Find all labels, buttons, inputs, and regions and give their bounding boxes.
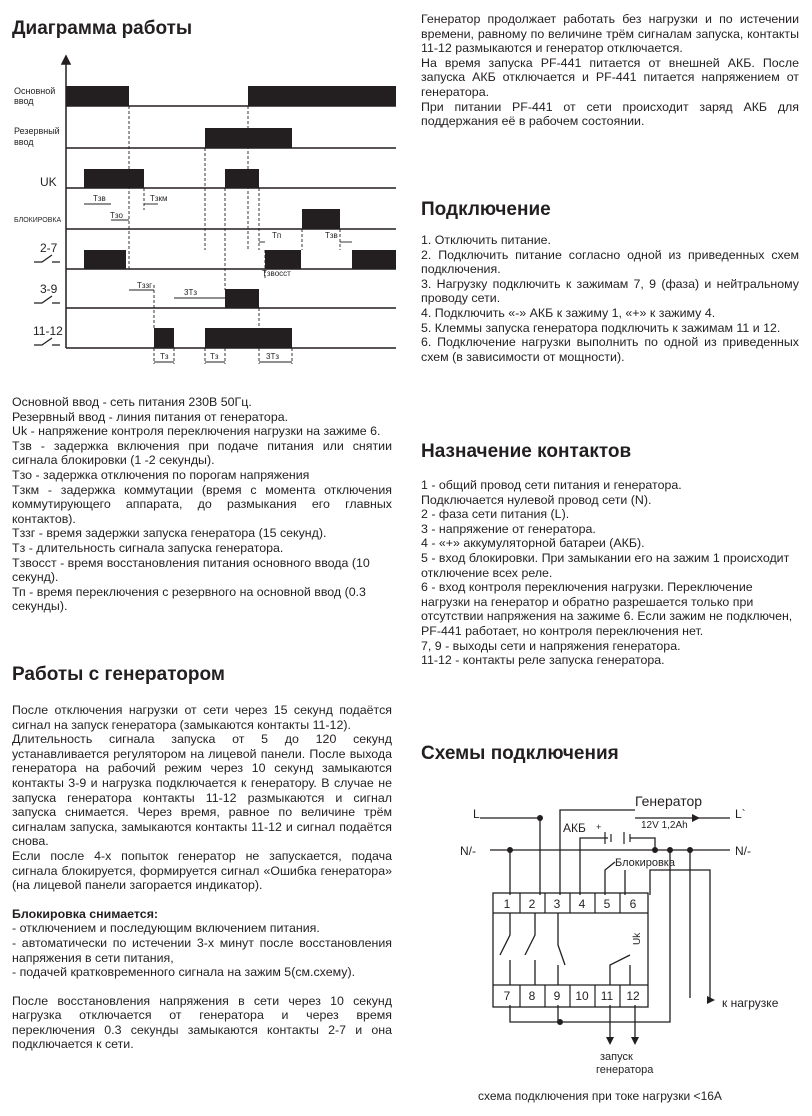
contact-item: 11-12 - контакты реле запуска генератора. <box>421 653 665 668</box>
contact-item: 3 - напряжение от генератора. <box>421 521 596 536</box>
paragraph: Если после 4-х попыток генератор не запускается, подача сигнала блокируется, формируется сигнал «Ошибка генератора» (на лицевой панели загорается индикатор). <box>12 848 392 893</box>
block-title: Блокировка снимается: <box>12 906 159 921</box>
legend-item: Тз - длительность сигнала запуска генератора. <box>12 540 284 555</box>
contact-item: 5 - вход блокировки. При замыкании его на зажим 1 происходит отключение всех реле. <box>421 550 790 580</box>
wiring-scheme <box>410 790 805 1110</box>
step: 3. Нагрузку подключить к зажимам 7, 9 (фаза) и нейтральному проводу сети. <box>421 276 799 306</box>
label-uk: UK <box>40 175 57 189</box>
svg-text:7: 7 <box>503 989 511 1003</box>
legend <box>12 395 392 614</box>
contacts-title: Назначение контактов <box>421 441 632 462</box>
svg-text:запуск: запуск <box>600 1051 633 1063</box>
connection-steps <box>421 233 799 364</box>
paragraph: Генератор продолжает работать без нагрузки и по истечении времени, равному по величине трём сигналам запуска, контакты 11-12 размыкаются и генератор отключается. <box>421 12 799 56</box>
paragraph: При питании PF-441 от сети происходит заряд АКБ для поддержания её в рабочем состоянии. <box>421 99 799 129</box>
svg-text:12V 1,2Ah: 12V 1,2Ah <box>641 820 688 831</box>
label-11-12: 11-12 <box>33 324 63 338</box>
svg-text:Tзвосст: Tзвосст <box>262 269 291 278</box>
paragraph: После отключения нагрузки от сети через 15 секунд подаётся сигнал на запуск генератора (замыкаются контакты 11-12). <box>12 703 392 732</box>
step: 1. Отключить питание. <box>421 233 552 247</box>
contacts-list <box>421 478 799 668</box>
step: 5. Клеммы запуска генератора подключить к зажимам 11 и 12. <box>421 320 781 335</box>
step: 2. Подключить питание согласно одной из приведенных схем подключения. <box>421 247 799 277</box>
schemes-title: Схемы подключения <box>421 743 619 764</box>
svg-text:Tзв: Tзв <box>325 231 338 240</box>
diagram-title: Диаграмма работы <box>12 18 193 39</box>
svg-text:8: 8 <box>528 989 536 1003</box>
contact-item: Подключается нулевой провод сети (N). <box>421 492 652 507</box>
paragraph: Длительность сигнала запуска от 5 до 120 секунд устанавливается регулятором на лицевой панели. После выхода генератора на рабочий режим через 10 секунд замыкаются контакты 3-9 и нагрузка подключается к генератору. В случае не запуска генератора контакты 11-12 размыкаются и сигнал запуска снимается. Через время, равное по величине трём сигналам запуска, замыкаются контакты 11-12 и сигнал подаётся снова. <box>12 732 392 849</box>
paragraph: После восстановления напряжения в сети через 10 секунд нагрузка отключается от генератора и через время переключения 0.3 секунды замыкаются контакты 2-7 и она подключается к сети. <box>12 993 392 1052</box>
legend-item: Основной ввод - сеть питания 230В 50Гц. <box>12 395 252 409</box>
svg-text:+: + <box>596 822 602 832</box>
contact-item: 7, 9 - выходы сети и напряжения генератора. <box>421 638 681 653</box>
svg-text:3Tз: 3Tз <box>266 352 280 361</box>
label-3-9: 3-9 <box>40 282 58 296</box>
svg-text:10: 10 <box>575 989 589 1003</box>
legend-item: Резервный ввод - линия питания от генератора. <box>12 409 289 424</box>
legend-item: Тзвосст - время восстановления питания основного ввода (10 секунд). <box>12 555 370 585</box>
svg-text:N/-: N/- <box>460 844 476 858</box>
svg-text:генератора: генератора <box>596 1064 654 1076</box>
block-item: - автоматически по истечении 3-х минут после восстановления напряжения в сети питания, <box>12 935 392 965</box>
diagram-row-labels <box>14 86 63 338</box>
label-block: БЛОКИРОВКА <box>14 217 62 224</box>
svg-text:Tзо: Tзо <box>110 211 123 220</box>
legend-item: Тп - время переключения с резервного на основной ввод (0.3 секунды). <box>12 584 366 614</box>
svg-text:ввод: ввод <box>14 137 34 147</box>
svg-text:к нагрузке: к нагрузке <box>722 996 779 1010</box>
svg-text:5: 5 <box>603 897 611 911</box>
svg-text:ввод: ввод <box>14 96 34 106</box>
legend-item: Тзкм - задержка коммутации (время с момента отключения коммутирующего аппарата, до размыкания его главных контактов). <box>12 482 392 526</box>
contact-item: 4 - «+» аккумуляторной батареи (АКБ). <box>421 536 645 551</box>
label-2-7: 2-7 <box>40 241 58 255</box>
svg-text:1: 1 <box>503 897 511 911</box>
label-reserve-input: Резервный <box>14 126 60 136</box>
svg-text:Генератор: Генератор <box>635 793 703 809</box>
contact-item: 1 - общий провод сети питания и генератора. <box>421 478 682 492</box>
svg-text:АКБ: АКБ <box>563 821 586 835</box>
contact-item: 2 - фаза сети питания (L). <box>421 507 570 522</box>
svg-text:Tз: Tз <box>160 352 169 361</box>
svg-text:2: 2 <box>528 897 536 911</box>
right-intro <box>421 12 799 129</box>
label-main-input: Основной <box>14 86 56 96</box>
paragraph: На время запуска PF-441 питается от внешней АКБ. После запуска АКБ отключается и PF-441 питается напряжением от генератора. <box>421 55 799 99</box>
legend-item: Тззг - время задержки запуска генератора (15 секунд). <box>12 526 327 541</box>
contact-item: 6 - вход контроля переключения нагрузки. Переключение нагрузки на генератор и обратно разрешается только при отсутствии напряжения на зажиме 6. Если зажим не подключен, PF-441 работает, но контроля переключения нет. <box>421 580 793 638</box>
block-item: - отключением и последующим включением питания. <box>12 921 320 936</box>
generator-text <box>12 703 392 1052</box>
svg-text:Tззг: Tззг <box>137 281 153 290</box>
svg-text:4: 4 <box>578 897 586 911</box>
svg-text:Uk: Uk <box>632 932 643 945</box>
timing-diagram <box>0 50 405 380</box>
svg-text:Tзв: Tзв <box>93 194 106 203</box>
step: 6. Подключение нагрузки выполнить по одной из приведенных схем (в зависимости от мощности). <box>421 335 799 364</box>
svg-text:3Tз: 3Tз <box>184 288 198 297</box>
legend-item: Тзо - задержка отключения по порогам напряжения <box>12 467 310 482</box>
generator-title: Работы с генератором <box>12 664 225 685</box>
connection-title: Подключение <box>421 199 551 220</box>
step: 4. Подключить «-» АКБ к зажиму 1, «+» к зажиму 4. <box>421 305 716 320</box>
legend-item: Тзв - задержка включения при подаче питания или снятии сигнала блокировки (1 -2 секунды). <box>12 438 392 468</box>
svg-text:12: 12 <box>626 989 640 1003</box>
svg-text:N/-: N/- <box>735 844 751 858</box>
svg-text:Tзкм: Tзкм <box>150 194 168 203</box>
svg-text:11: 11 <box>600 989 614 1003</box>
svg-text:L: L <box>473 807 480 821</box>
svg-text:9: 9 <box>553 989 561 1003</box>
svg-text:Блокировка: Блокировка <box>615 857 675 869</box>
svg-text:Tп: Tп <box>272 231 282 240</box>
scheme-labels <box>460 793 779 1076</box>
svg-text:3: 3 <box>553 897 561 911</box>
legend-item: Uk - напряжение контроля переключения нагрузки на зажиме 6. <box>12 424 381 439</box>
svg-text:6: 6 <box>629 897 637 911</box>
scheme-caption: схема подключения при токе нагрузки <16А <box>478 1089 722 1103</box>
svg-text:L`: L` <box>735 807 746 821</box>
block-item: - подачей кратковременного сигнала на зажим 5(см.схему). <box>12 965 356 980</box>
svg-text:Tз: Tз <box>210 352 219 361</box>
